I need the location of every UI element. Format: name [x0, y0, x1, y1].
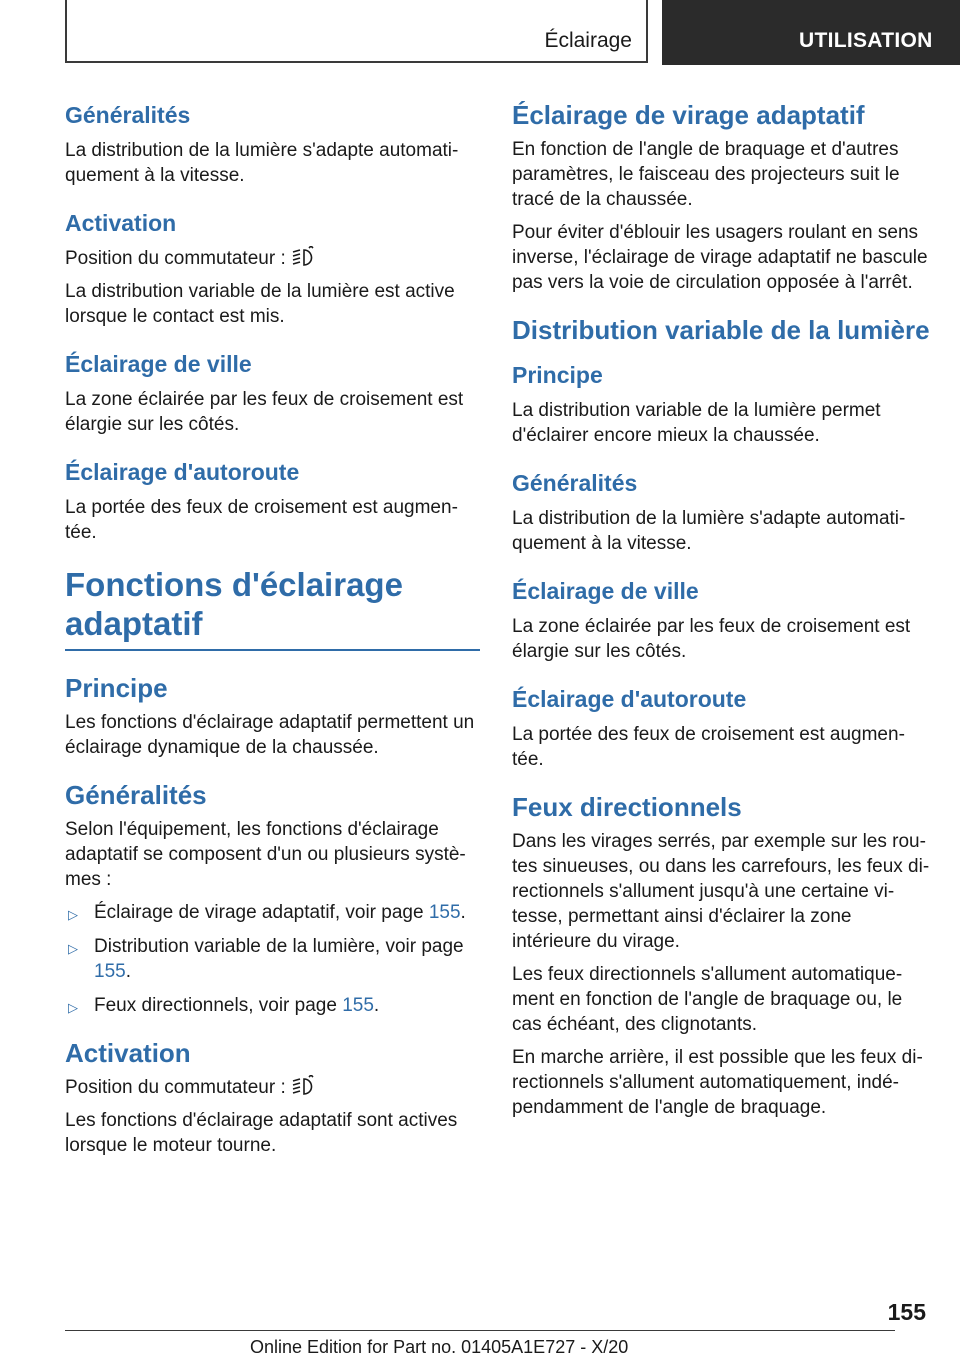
paragraph: La zone éclairée par les feux de croisement est élargie sur les côtés. — [512, 616, 911, 662]
section-principe — [65, 673, 480, 760]
list-item — [65, 993, 480, 1018]
list-item-end: . — [460, 902, 466, 923]
paragraph: La zone éclairée par les feux de croisement est élargie sur les côtés. — [65, 389, 464, 435]
section-title: Éclairage de ville — [512, 578, 699, 604]
headlight-auto-icon — [292, 1075, 318, 1097]
header-section-title: Éclairage — [544, 29, 632, 52]
section-title: Éclairage de virage adaptatif — [512, 100, 865, 130]
list-item-text: Feux directionnels, voir page — [94, 995, 343, 1016]
header-chapter-box — [662, 0, 960, 65]
page-link[interactable]: 155 — [428, 902, 461, 923]
section-autoroute-right — [512, 684, 932, 772]
section-title: Principe — [65, 673, 168, 703]
paragraph: La portée des feux de croisement est augmen-tée. — [65, 497, 458, 543]
section-title: Éclairage d'autoroute — [512, 686, 747, 712]
section-generalites-right — [512, 468, 932, 556]
paragraph-switch-position — [65, 1075, 480, 1100]
edition-note: Online Edition for Part no. 01405A1E727 - X/20 — [250, 1337, 629, 1357]
page-number: 155 — [887, 1299, 926, 1325]
left-column — [65, 100, 480, 1178]
paragraph: La portée des feux de croisement est augmen-tée. — [512, 724, 905, 770]
chapter-heading-block — [65, 565, 480, 651]
section-title: Éclairage d'autoroute — [65, 459, 300, 485]
section-title: Activation — [65, 1038, 191, 1068]
section-distribution-variable — [512, 315, 932, 346]
header-section-box — [65, 0, 648, 63]
list-item-end: . — [125, 961, 131, 982]
switch-position-label: Position du commutateur : — [65, 248, 286, 269]
section-title: Généralités — [65, 102, 191, 128]
section-eclairage-autoroute — [65, 457, 480, 545]
section-feux-directionnels — [512, 792, 932, 1120]
section-ville-right — [512, 576, 932, 664]
list-item — [65, 900, 480, 925]
section-eclairage-ville — [65, 349, 480, 437]
bullet-list — [65, 900, 480, 1018]
paragraph: Pour éviter d'éblouir les usagers roulant en sens inverse, l'éclairage de virage adaptatif ne bascule pas vers la voie de circulation opposée à l'arrêt. — [512, 222, 928, 293]
section-title: Éclairage de ville — [65, 351, 252, 377]
section-title: Distribution variable de la lumière — [512, 315, 930, 345]
chapter-title: Fonctions d'éclairage adaptatif — [65, 566, 403, 642]
paragraph: En fonction de l'angle de braquage et d'autres paramètres, le faisceau des projecteurs suit le tracé de la chaussée. — [512, 139, 900, 210]
page-header — [65, 0, 960, 66]
paragraph: La distribution de la lumière s'adapte automati-quement à la vitesse. — [512, 508, 906, 554]
list-item-text: Distribution variable de la lumière, voir page — [94, 936, 464, 957]
right-column — [512, 100, 932, 1140]
section-activation — [65, 208, 480, 329]
section-title: Activation — [65, 210, 177, 236]
paragraph-switch-position — [65, 246, 480, 271]
list-item-text: Éclairage de virage adaptatif, voir page — [94, 902, 429, 923]
section-activation-2 — [65, 1038, 480, 1158]
triangle-bullet-icon: ▷ — [68, 907, 78, 922]
section-principe-right — [512, 360, 932, 448]
list-item — [65, 934, 480, 984]
section-title: Généralités — [65, 780, 207, 810]
section-generalites-2 — [65, 780, 480, 1018]
switch-position-label: Position du commutateur : — [65, 1077, 286, 1098]
paragraph: La distribution variable de la lumière est active lorsque le contact est mis. — [65, 281, 455, 327]
paragraph: Selon l'équipement, les fonctions d'éclairage adaptatif se composent d'un ou plusieurs systè-mes : — [65, 819, 466, 890]
triangle-bullet-icon: ▷ — [68, 1000, 78, 1015]
section-title: Généralités — [512, 470, 638, 496]
section-generalites — [65, 100, 480, 188]
header-chapter-title: UTILISATION — [799, 29, 933, 52]
footer-divider — [65, 1330, 895, 1331]
paragraph: En marche arrière, il est possible que les feux di-rectionnels s'allument automatiquement, indé-pendamment de l'angle de braquage. — [512, 1047, 923, 1118]
paragraph: Dans les virages serrés, par exemple sur les rou-tes sinueuses, ou dans les carrefours, les feux di-rectionnels s'allument jusqu'à une certaine vi-tesse, permettant ainsi d'éclairer la zone intérieure du virage. — [512, 831, 930, 952]
paragraph: La distribution de la lumière s'adapte automati-quement à la vitesse. — [65, 140, 459, 186]
page-link[interactable]: 155 — [94, 961, 126, 982]
paragraph: La distribution variable de la lumière permet d'éclairer encore mieux la chaussée. — [512, 400, 881, 446]
paragraph: Les feux directionnels s'allument automatique-ment en fonction de l'angle de braquage ou, le cas échéant, des clignotants. — [512, 964, 903, 1035]
headlight-auto-icon — [292, 246, 318, 268]
triangle-bullet-icon: ▷ — [68, 941, 78, 956]
page-link[interactable]: 155 — [342, 995, 374, 1016]
paragraph: Les fonctions d'éclairage adaptatif sont actives lorsque le moteur tourne. — [65, 1110, 458, 1156]
section-virage-adaptatif — [512, 100, 932, 295]
section-title: Principe — [512, 362, 603, 388]
paragraph: Les fonctions d'éclairage adaptatif permettent un éclairage dynamique de la chaussée. — [65, 712, 475, 758]
section-title: Feux directionnels — [512, 792, 742, 822]
list-item-end: . — [373, 995, 380, 1016]
